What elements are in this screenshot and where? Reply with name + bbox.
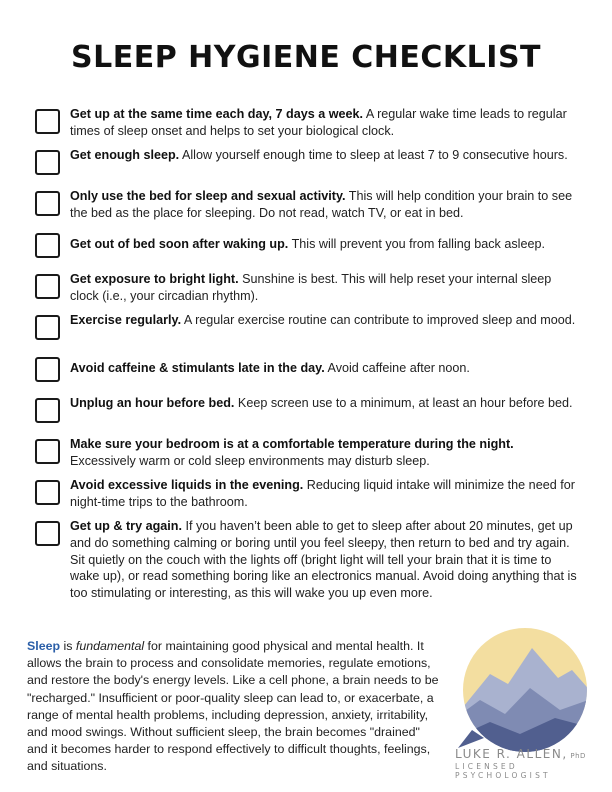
item-heading: Avoid excessive liquids in the evening. [70,478,304,492]
credential: PhD [567,752,586,760]
logo-subtitle: LICENSED PSYCHOLOGIST [455,762,551,780]
item-text [70,312,580,329]
item-heading: Get enough sleep. [70,148,180,162]
item-description: Avoid caffeine after noon. [324,361,470,375]
item-text [70,477,580,511]
item-heading: Only use the bed for sleep and sexual activity. [70,189,346,203]
item-heading: Make sure your bedroom is at a comfortable temperature during the night. [70,437,514,451]
paragraph-text: is [60,639,76,653]
item-text [70,106,580,140]
item-text [70,360,580,377]
item-text [70,236,580,253]
emphasis-text: fundamental [75,639,145,653]
item-heading: Get up & try again. [70,519,182,533]
item-description: Keep screen use to a minimum, at least an hour before bed. [234,396,573,410]
sleep-keyword: Sleep [27,639,61,653]
item-description: Excessively warm or cold sleep environments may disturb sleep. [70,453,430,468]
item-description: A regular exercise routine can contribute to improved sleep and mood. [181,313,576,327]
psychologist-name: LUKE R. ALLEN, [455,747,568,761]
item-description: If you haven’t been able to get to sleep after about 20 minutes, get up and do something calming or boring until you feel sleepy, then return to bed and try again. Sit quietly on the couch with the lights off (bright light will tell your brain that it is time to wake up), or read something boring like an electronics manual. Avoid doing anything that is too stimulating or interesting, as this will wake you up even more. [70,519,577,601]
item-text [70,188,580,222]
checkbox[interactable] [35,150,60,175]
item-description: Sunshine is best. This will help reset your internal sleep clock (i.e., your circadian rhythm). [70,272,552,303]
checkbox[interactable] [35,109,60,134]
page-title: SLEEP HYGIENE CHECKLIST [70,40,542,75]
item-text [70,395,580,412]
item-description: Allow yourself enough time to sleep at least 7 to 9 consecutive hours. [179,148,568,162]
item-heading: Get out of bed soon after waking up. [70,237,289,251]
item-heading: Exercise regularly. [70,313,182,327]
item-description: This will help condition your brain to see the bed as the place for sleeping. Do not read, watch TV, or eat in bed. [70,189,573,220]
logo-name [455,747,600,761]
item-heading: Get exposure to bright light. [70,272,239,286]
item-text [70,271,580,305]
sleep-paragraph [27,638,442,776]
checkbox[interactable] [35,357,60,382]
item-heading: Get up at the same time each day, 7 days a week. [70,107,364,121]
item-description: Reducing liquid intake will minimize the need for night-time trips to the bathroom. [70,478,575,509]
checkbox[interactable] [35,439,60,464]
paragraph-text: for maintaining good physical and mental health. It allows the brain to process and consolidate memories, regulate emotions, and restore the body's energy levels. Like a cell phone, a brain needs to be "recharged." Insufficient or poor-quality sleep can lead to, or exacerbate, a range of mental health problems, including depression, anxiety, irritability, and mood swings. Without sufficient sleep, the brain becomes "drained" and it becomes harder to respond effectively to difficult thoughts, feelings, and situations. [27,639,439,774]
checkbox[interactable] [35,191,60,216]
checkbox[interactable] [35,480,60,505]
checkbox[interactable] [35,521,60,546]
checkbox[interactable] [35,315,60,340]
item-description: This will prevent you from falling back asleep. [288,237,545,251]
item-text [70,147,580,164]
item-text [70,436,580,470]
checkbox[interactable] [35,398,60,423]
item-text [70,518,580,602]
item-heading: Unplug an hour before bed. [70,396,235,410]
checkbox[interactable] [35,274,60,299]
checkbox[interactable] [35,233,60,258]
item-description: A regular wake time leads to regular times of sleep onset and helps to set your biological clock. [70,107,567,138]
item-heading: Avoid caffeine & stimulants late in the day. [70,361,325,375]
